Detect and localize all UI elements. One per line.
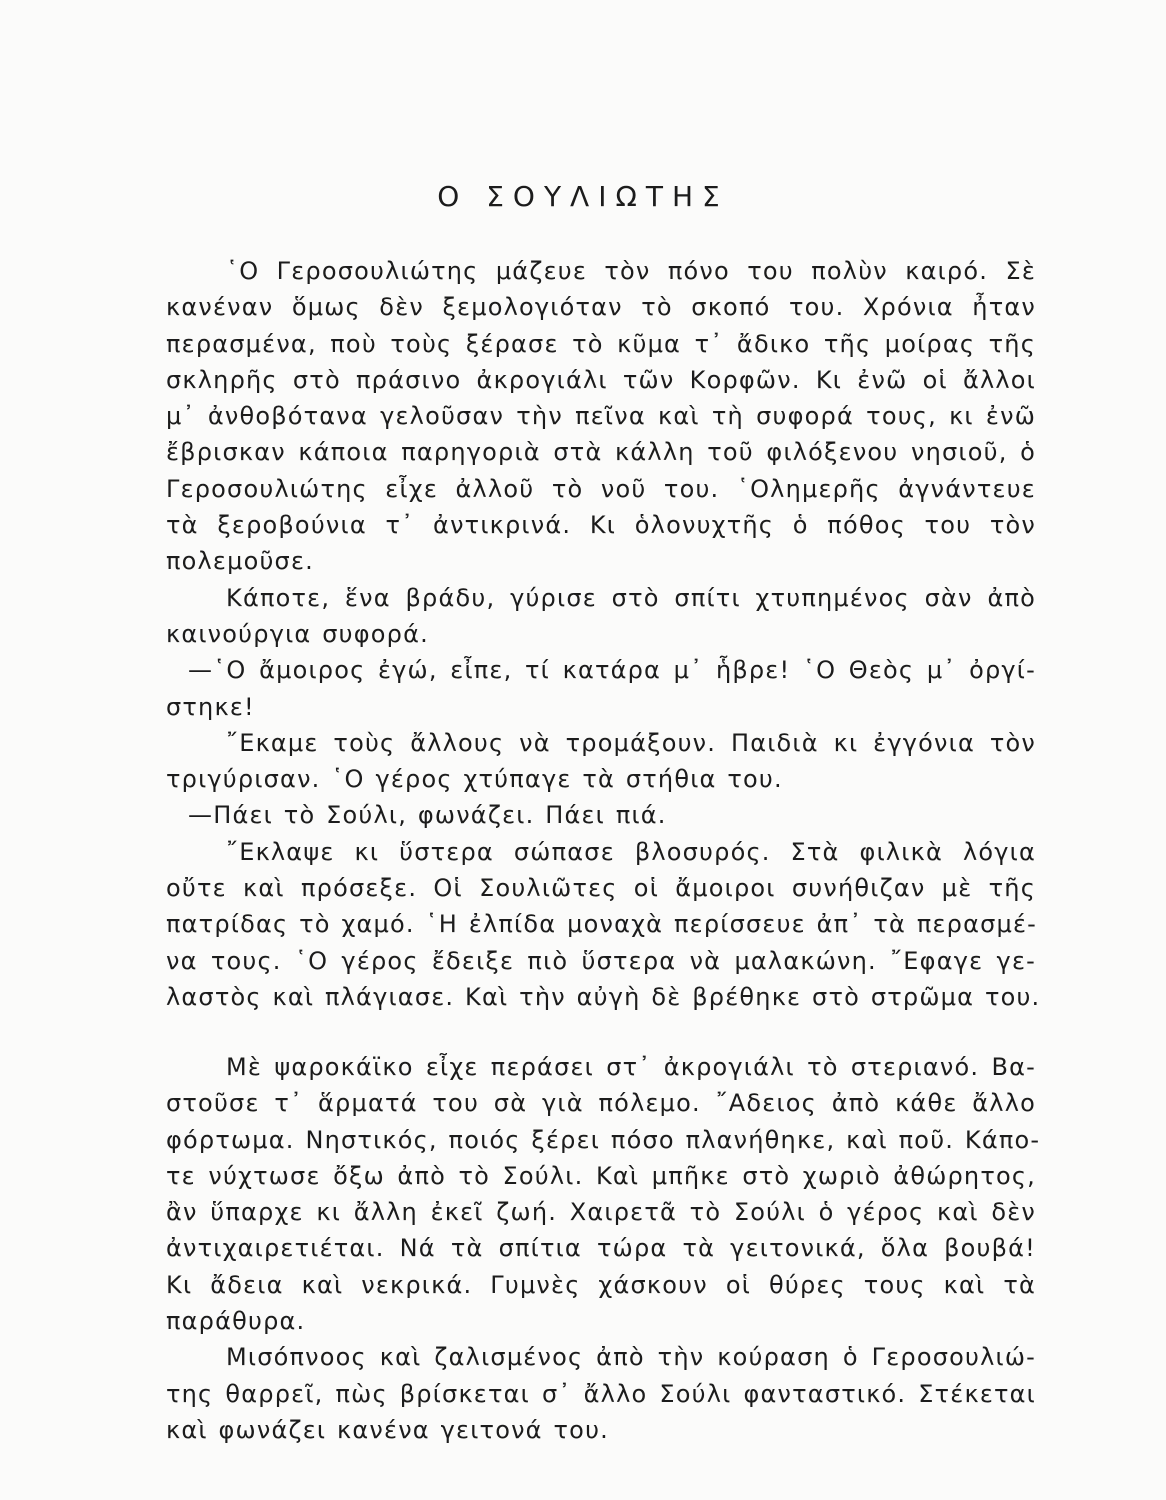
text-line: στοῦσε τ᾿ ἅρματά του σὰ γιὰ πόλεμο. ῎Αδειος ἀπὸ κάθε ἄλλο bbox=[166, 1089, 1036, 1118]
text-line: ῎Εκλαψε κι ὕστερα σώπασε βλοσυρός. Στὰ φιλικὰ λόγια bbox=[226, 837, 1036, 866]
text-line: περασμένα, ποὺ τοὺς ξέρασε τὸ κῦμα τ᾿ ἄδικο τῆς μοίρας τῆς bbox=[166, 329, 1036, 358]
text-line: Κι ἄδεια καὶ νεκρικά. Γυμνὲς χάσκουν οἱ θύρες τους καὶ τὰ bbox=[166, 1270, 1036, 1299]
text-block-2 bbox=[166, 1049, 1041, 1448]
chapter-title: Ο ΣΟΥΛΙΩΤΗΣ bbox=[437, 180, 729, 213]
text-line: να τους. ῾Ο γέρος ἔδειξε πιὸ ὕστερα νὰ μαλακώνη. ῎Εφαγε γε- bbox=[166, 946, 1036, 975]
text-line: οὔτε καὶ πρόσεξε. Οἱ Σουλιῶτες οἱ ἄμοιροι συνήθιζαν μὲ τῆς bbox=[166, 874, 1036, 903]
text-line: φόρτωμα. Νηστικός, ποιός ξέρει πόσο πλανήθηκε, καὶ ποῦ. Κάπο- bbox=[166, 1125, 1041, 1154]
text-line: ῾Ο Γεροσουλιώτης μάζευε τὸν πόνο του πολὺν καιρό. Σὲ bbox=[226, 257, 1036, 285]
dialogue-line: —῾Ο ἄμοιρος ἐγώ, εἶπε, τί κατάρα μ᾿ ἧβρε! ῾Ο Θεὸς μ᾿ ὀργί- bbox=[188, 656, 1036, 685]
text-line: Μὲ ψαροκάϊκο εἶχε περάσει στ᾿ ἀκρογιάλι τὸ στεριανό. Βα- bbox=[226, 1053, 1036, 1081]
text-line: τε νύχτωσε ὄξω ἀπὸ τὸ Σούλι. Καὶ μπῆκε στὸ χωριὸ ἀθώρητος, bbox=[166, 1161, 1036, 1190]
text-line: πολεμοῦσε. bbox=[166, 547, 314, 576]
text-line: ἀντιχαιρετιέται. Νά τὰ σπίτια τώρα τὰ γειτονικά, ὅλα βουβά! bbox=[166, 1234, 1036, 1263]
text-line: μ᾿ ἀνθοβότανα γελοῦσαν τὴν πεῖνα καὶ τὴ συφορά τους, κι ἐνῶ bbox=[166, 402, 1036, 431]
text-line: καινούργια συφορά. bbox=[166, 619, 429, 648]
text-line: πατρίδας τὸ χαμό. ῾Η ἐλπίδα μοναχὰ περίσσευε ἀπ᾿ τὰ περασμέ- bbox=[166, 910, 1038, 939]
text-line: Μισόπνοος καὶ ζαλισμένος ἀπὸ τὴν κούραση ὁ Γεροσουλιώ- bbox=[226, 1343, 1036, 1372]
text-block-1 bbox=[166, 253, 1041, 1015]
text-line: σκληρῆς στὸ πράσινο ἀκρογιάλι τῶν Κορφῶν. Κι ἐνῶ οἱ ἄλλοι bbox=[166, 365, 1036, 394]
text-line: τὰ ξεροβούνια τ᾿ ἀντικρινά. Κι ὁλονυχτῆς ὁ πόθος του τὸν bbox=[166, 511, 1036, 540]
text-line: ῎Εκαμε τοὺς ἄλλους νὰ τρομάξουν. Παιδιὰ κι ἐγγόνια τὸν bbox=[226, 728, 1036, 757]
text-line: Κάποτε, ἕνα βράδυ, γύρισε στὸ σπίτι χτυπημένος σὰν ἀπὸ bbox=[226, 583, 1036, 612]
text-line: ἔβρισκαν κάποια παρηγοριὰ στὰ κάλλη τοῦ φιλόξενου νησιοῦ, ὁ bbox=[166, 438, 1036, 467]
text-line: ἂν ὕπαρχε κι ἄλλη ἐκεῖ ζωή. Χαιρετᾶ τὸ Σούλι ὁ γέρος καὶ δὲν bbox=[166, 1198, 1036, 1227]
text-line: παράθυρα. bbox=[166, 1307, 306, 1336]
text-line: καὶ φωνάζει κανένα γειτονά του. bbox=[166, 1415, 609, 1444]
text-line: κανέναν ὅμως δὲν ξεμολογιόταν τὸ σκοπό του. Χρόνια ἦταν bbox=[166, 293, 1036, 322]
dialogue-line: —Πάει τὸ Σούλι, φωνάζει. Πάει πιά. bbox=[188, 801, 667, 830]
text-line: λαστὸς καὶ πλάγιασε. Καὶ τὴν αὐγὴ δὲ βρέθηκε στὸ στρῶμα του. bbox=[166, 982, 1041, 1011]
text-line: της θαρρεῖ, πὼς βρίσκεται σ᾿ ἄλλο Σούλι φανταστικό. Στέκεται bbox=[166, 1379, 1036, 1408]
text-line: τριγύρισαν. ῾Ο γέρος χτύπαγε τὰ στήθια του. bbox=[166, 765, 783, 794]
text-line: στηκε! bbox=[166, 692, 255, 721]
text-line: Γεροσουλιώτης εἶχε ἀλλοῦ τὸ νοῦ του. ῾Ολημερῆς ἀγνάντευε bbox=[166, 474, 1036, 503]
